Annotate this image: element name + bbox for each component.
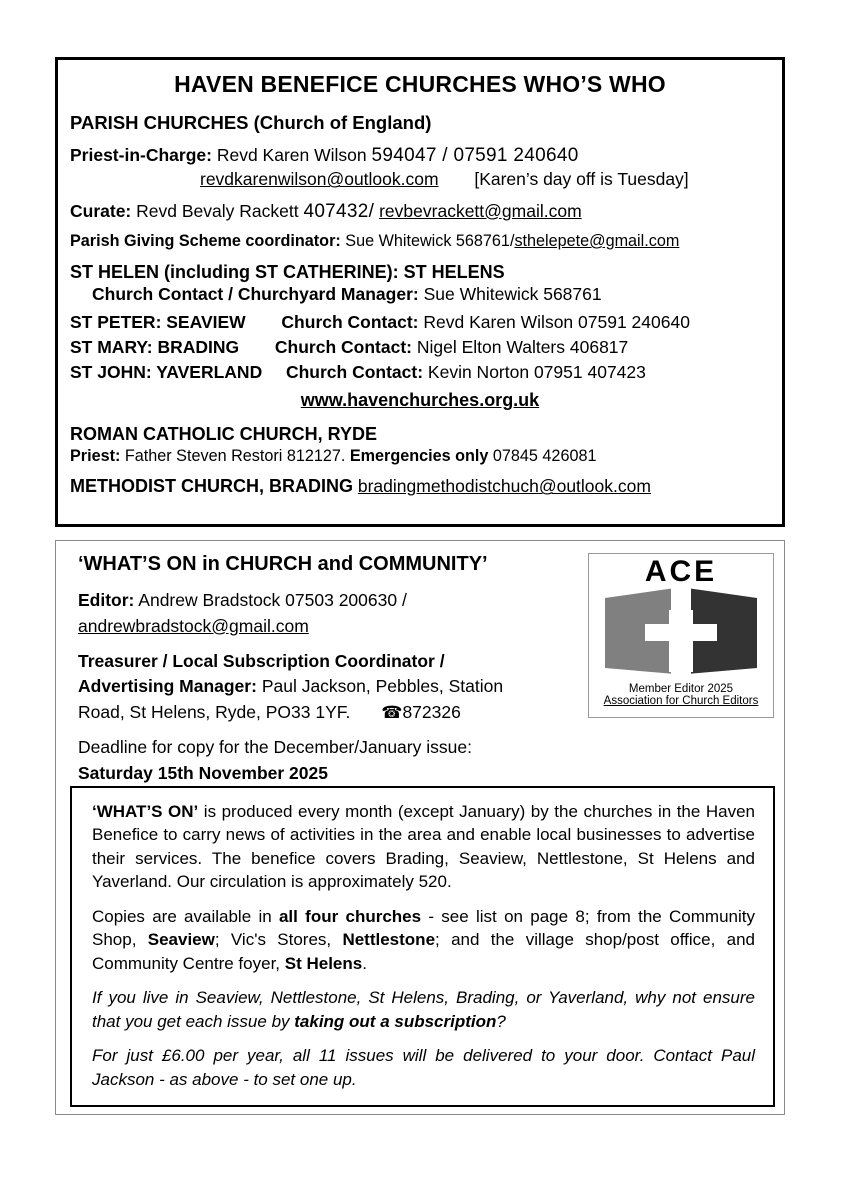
telephone-icon: ☎ <box>381 703 403 722</box>
copies-text-f: . <box>362 953 367 973</box>
whats-on-name-bold: ‘WHAT’S ON’ <box>92 802 199 821</box>
church-name: ST MARY: BRADING <box>70 337 240 358</box>
roman-catholic-priest-label: Priest: <box>70 446 121 465</box>
roman-catholic-emergency-value: 07845 426081 <box>492 446 597 465</box>
priest-in-charge-email[interactable]: revdkarenwilson@outlook.com <box>200 169 439 190</box>
advertising-address-row <box>78 701 583 724</box>
st-helen-heading: ST HELEN (including ST CATHERINE): ST HELENS <box>70 261 505 282</box>
editor-email[interactable]: andrewbradstock@gmail.com <box>78 615 309 636</box>
church-contact-label: Church Contact: <box>281 311 419 332</box>
church-row <box>70 337 770 357</box>
copies-text-d: ; Vic's Stores, <box>214 930 343 950</box>
priest-in-charge-phones: 594047 / 07591 240640 <box>371 145 579 167</box>
curate-name: Revd Bevaly Rackett <box>136 200 299 221</box>
parish-giving-scheme-label: Parish Giving Scheme coordinator: <box>70 231 341 250</box>
whats-on-title: ‘WHAT’S ON in CHURCH and COMMUNITY’ <box>78 553 488 575</box>
church-row <box>70 362 770 382</box>
parish-giving-scheme-separator: / <box>509 231 515 250</box>
ace-member-line: Member Editor 2025 <box>628 682 734 695</box>
roman-catholic-emergency-label: Emergencies only <box>349 446 489 465</box>
website-link[interactable]: www.havenchurches.org.uk <box>300 389 540 410</box>
all-four-churches-bold: all four churches <box>278 906 422 926</box>
curate-label: Curate: <box>70 200 132 221</box>
ace-logo-wordmark: ACE <box>644 555 718 588</box>
who-is-who-panel <box>55 57 785 527</box>
editor-block <box>78 589 583 638</box>
curate-phone: 407432/ <box>303 200 375 222</box>
treasurer-advertising-block <box>78 650 583 725</box>
church-name: ST PETER: SEAVIEW <box>70 311 246 332</box>
st-helens-bold: St Helens <box>284 953 363 973</box>
church-contact-value: Revd Karen Wilson 07591 240640 <box>423 311 690 332</box>
about-paragraph-subscription-invite <box>92 986 755 1033</box>
advertising-manager-label: Advertising Manager: <box>78 676 257 697</box>
priest-day-off-note: [Karen’s day off is Tuesday] <box>474 169 689 190</box>
methodist-email[interactable]: bradingmethodistchuch@outlook.com <box>357 476 651 497</box>
ace-association-line: Association for Church Editors <box>603 694 759 707</box>
open-book-cross-icon <box>601 588 761 680</box>
treasurer-label: Treasurer / Local Subscription Coordinator / <box>78 650 445 671</box>
editor-row <box>78 589 583 612</box>
about-production-text: is produced every month (except January) by the churches in the Haven Benefice to carry news of activities in the area and enable local businesses to advertise their services. The benefice covers Brading, Seaview, Nettlestone, St Helens and Yaverland. Our circulation is approximately 520. <box>92 802 756 892</box>
parish-giving-scheme-name: Sue Whitewick 568761 <box>345 231 510 250</box>
st-helen-contact-label: Church Contact / Churchyard Manager: <box>92 284 419 305</box>
priest-in-charge-row <box>70 145 770 167</box>
subscription-text-a: If you live in Seaview, Nettlestone, St Helens, Brading, or Yaverland, why not ensure that you get each issue by <box>92 988 755 1031</box>
church-row <box>70 312 770 332</box>
roman-catholic-heading: ROMAN CATHOLIC CHURCH, RYDE <box>70 423 377 444</box>
church-contact-label: Church Contact: <box>274 337 412 358</box>
st-helen-contact-value: Sue Whitewick 568761 <box>423 284 602 305</box>
about-paragraph-production <box>92 800 755 894</box>
methodist-heading: METHODIST CHURCH, BRADING <box>70 476 353 497</box>
advertising-manager-address: Road, St Helens, Ryde, PO33 1YF. <box>78 702 351 722</box>
seaview-bold: Seaview <box>147 930 215 950</box>
deadline-label: Deadline for copy for the December/January issue: <box>78 737 472 758</box>
editor-email-row <box>78 615 583 638</box>
deadline-block <box>78 736 583 785</box>
church-contact-value: Kevin Norton 07951 407423 <box>427 362 646 383</box>
church-contact-label: Church Contact: <box>285 362 424 383</box>
advertising-manager-phone: 872326 <box>402 702 461 722</box>
editor-value: Andrew Bradstock 07503 200630 / <box>138 590 407 610</box>
nettlestone-bold: Nettlestone <box>342 930 436 950</box>
priest-in-charge-label: Priest-in-Charge: <box>70 145 212 166</box>
ace-logo-box <box>588 553 774 718</box>
copies-text-e: ; and the village shop/post office, and Community Centre foyer, <box>92 930 755 973</box>
subscription-text-c: ? <box>496 1011 506 1031</box>
editor-label: Editor: <box>78 590 135 610</box>
roman-catholic-priest-value: Father Steven Restori 812127. <box>124 446 346 465</box>
parish-giving-scheme-email[interactable]: sthelepete@gmail.com <box>514 231 680 250</box>
whats-on-details <box>78 553 583 785</box>
copies-text-a: Copies are available in <box>92 906 279 926</box>
taking-out-subscription-bold: taking out a subscription <box>294 1011 497 1031</box>
advertising-manager-value: Paul Jackson, Pebbles, Station <box>261 676 504 697</box>
curate-row <box>70 201 770 223</box>
about-paragraph-availability <box>92 905 755 975</box>
methodist-row <box>70 476 770 497</box>
about-paragraph-subscription-price: For just £6.00 per year, all 11 issues will be delivered to your door. Contact Paul Jackson - as above - to set one up. <box>92 1046 755 1089</box>
roman-catholic-priest-row <box>70 447 770 466</box>
st-helen-contact-row <box>70 284 770 304</box>
about-whats-on-box <box>70 786 775 1107</box>
priest-in-charge-email-row <box>70 169 770 189</box>
page-title: HAVEN BENEFICE CHURCHES WHO’S WHO <box>174 71 666 97</box>
parish-churches-heading: PARISH CHURCHES (Church of England) <box>70 112 432 133</box>
church-contact-value: Nigel Elton Walters 406817 <box>416 337 629 358</box>
curate-email[interactable]: revbevrackett@gmail.com <box>379 200 582 221</box>
copies-text-c: - see list on page 8; from the Community Shop, <box>92 906 755 950</box>
church-name: ST JOHN: YAVERLAND <box>70 362 263 383</box>
priest-in-charge-name: Revd Karen Wilson <box>216 145 367 166</box>
advertising-manager-row <box>78 675 583 698</box>
parish-giving-scheme-row <box>70 232 770 251</box>
deadline-date: Saturday 15th November 2025 <box>78 762 328 783</box>
